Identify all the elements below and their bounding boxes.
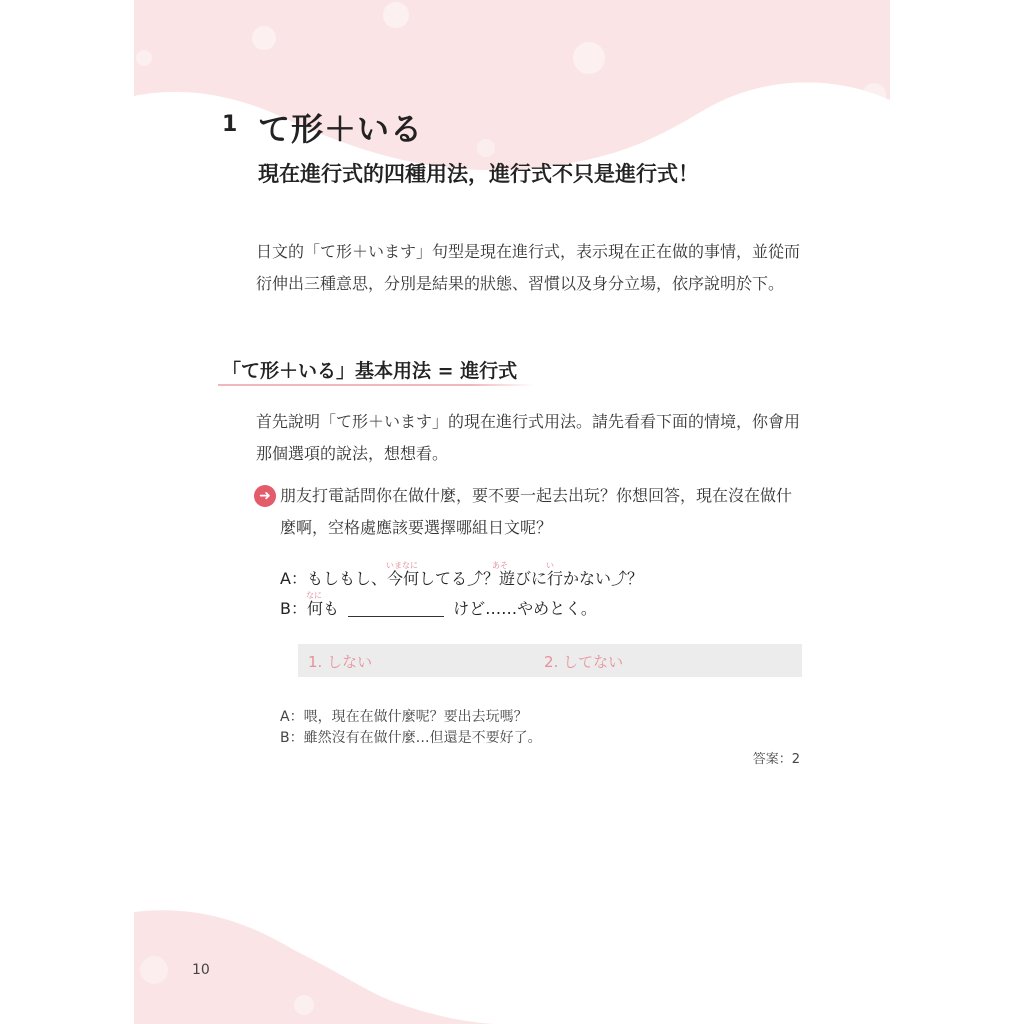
answer-label: 答案：2 (752, 752, 800, 767)
ruby-i: い (546, 561, 554, 570)
options-bar (298, 644, 802, 677)
chapter-title: て形＋いる (258, 110, 424, 148)
question-text: 朋友打電話問你在做什麼，要不要一起去出玩？你想回答，現在沒在做什麼啊，空格處應該要選擇哪組日文呢？ (280, 486, 793, 537)
decor-bubble (136, 50, 152, 66)
answer-blank (348, 600, 444, 617)
decor-bubble (383, 2, 409, 28)
book-page (134, 0, 890, 1024)
decor-bubble (252, 26, 276, 50)
decor-bubble (573, 42, 605, 74)
arrow-right-icon: ➜ (254, 485, 276, 507)
option-2: 2. してない (544, 653, 624, 671)
page-number: 10 (192, 962, 210, 978)
translation-a: A：喂，現在在做什麼呢？要出去玩嗎？ (280, 709, 528, 725)
section-paragraph: 首先說明「て形＋います」的現在進行式用法。請先看看下面的情境，你會用那個選項的說法，想想看。 (256, 412, 801, 463)
dialogue-line-a: A：もしもし、今何してる⤴？遊びに行かない⤴？ (280, 569, 643, 588)
section-heading: 「て形＋いる」基本用法 = 進行式 (222, 360, 518, 382)
decor-bubble (862, 83, 886, 107)
dialogue-line-b-suffix: けど……やめとく。 (453, 599, 597, 618)
ruby-ima-nani: いまなに (386, 561, 418, 570)
decor-bubble (140, 956, 168, 984)
decor-bubble (294, 995, 314, 1015)
chapter-subtitle: 現在進行式的四種用法，進行式不只是進行式！ (258, 162, 699, 186)
translation-b: B：雖然沒有在做什麼…但還是不要好了。 (280, 730, 542, 746)
chapter-number: 1 (222, 112, 238, 137)
top-pink-blob (134, 0, 890, 170)
dialogue-line-b (280, 596, 597, 619)
option-1: 1. しない (308, 653, 373, 671)
bottom-pink-blob (134, 910, 494, 1024)
ruby-nani: なに (306, 591, 322, 600)
ruby-aso: あそ (492, 561, 508, 570)
section-underline (218, 384, 534, 386)
dialogue-line-b-prefix: B：何も (280, 599, 339, 618)
intro-paragraph: 日文的「て形＋います」句型是現在進行式，表示現在正在做的事情，並從而衍伸出三種意思，分別是結果的狀態、習慣以及身分立場，依序說明於下。 (256, 242, 801, 293)
decor-bubble (477, 139, 495, 157)
